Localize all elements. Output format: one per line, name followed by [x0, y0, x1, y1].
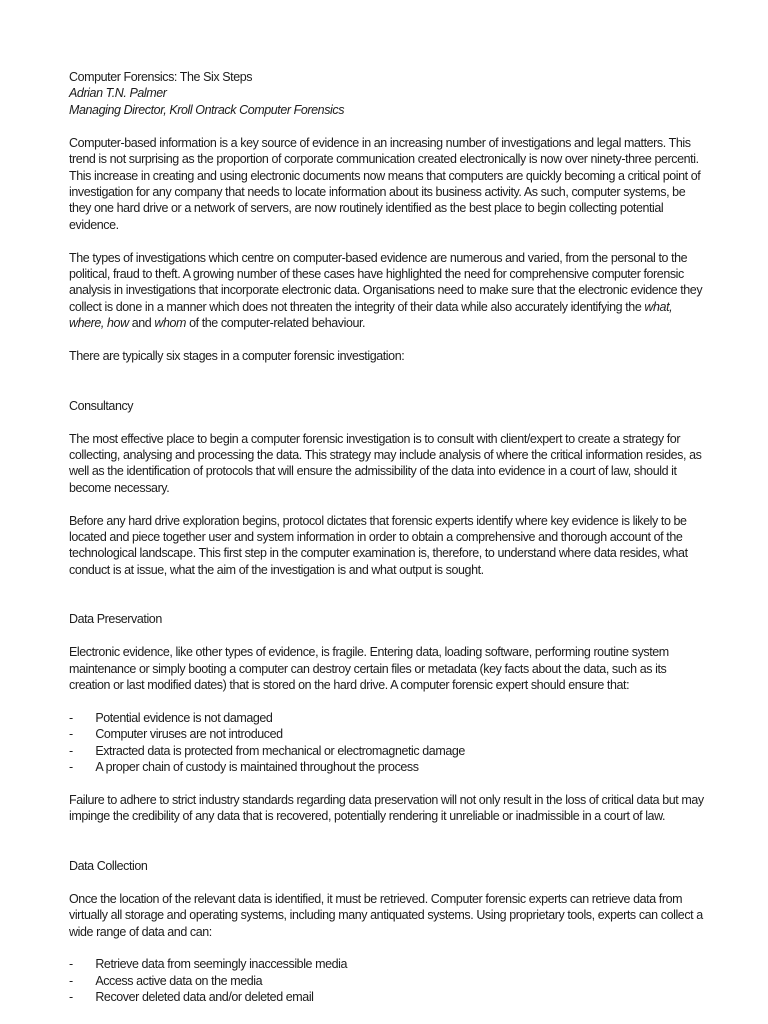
- preservation-after-paragraph: Failure to adhere to strict industry standards regarding data preservation will not only result in the loss of critical data but may impinge the credibility of any data that is recovered, potentially rendering it unreliable or inadmissible in a court of law.: [69, 792, 704, 824]
- list-item-text: Computer viruses are not introduced: [95, 726, 283, 742]
- list-item: [69, 710, 704, 726]
- list-item: [69, 989, 704, 1005]
- author-name: Adrian T.N. Palmer: [69, 85, 167, 101]
- list-item-text: Access active data on the media: [95, 972, 263, 988]
- bullet-dash: -: [69, 759, 73, 775]
- section-heading-data-preservation: Data Preservation: [69, 611, 162, 627]
- list-item: [69, 726, 704, 742]
- intro-paragraph-3: There are typically six stages in a computer forensic investigation:: [69, 348, 405, 364]
- document-header: [69, 69, 704, 118]
- collection-bullet-list: [69, 956, 704, 1005]
- bullet-dash: -: [69, 726, 73, 742]
- list-item-text: Retrieve data from seemingly inaccessible media: [95, 956, 348, 972]
- bullet-dash: -: [69, 972, 73, 988]
- section-heading-data-collection: Data Collection: [69, 857, 148, 873]
- list-item-text: A proper chain of custody is maintained throughout the process: [95, 759, 419, 775]
- list-item-text: Extracted data is protected from mechanical or electromagnetic damage: [95, 742, 465, 758]
- section-heading-consultancy: Consultancy: [69, 397, 134, 413]
- emphasis-and: and: [131, 315, 152, 331]
- list-item-text: Potential evidence is not damaged: [95, 709, 273, 725]
- intro-paragraph-2: [69, 250, 704, 332]
- author-role: Managing Director, Kroll Ontrack Computer Forensics: [69, 101, 345, 117]
- intro-paragraph-2-text: The types of investigations which centre on computer-based evidence are numerous and varied, from the personal to the political, fraud to theft. A growing number of these cases have highlighted the need for comprehensive computer forensic analysis in investigations that incorporate electronic data. Organisations need to make sure that the electronic evidence they collect is done in a manner which does not threaten the integrity of their data while also accurately identifying the: [69, 249, 703, 314]
- list-item: [69, 743, 704, 759]
- list-item-text: Recover deleted data and/or deleted email: [95, 989, 314, 1005]
- bullet-dash: -: [69, 956, 73, 972]
- emphasis-what-where-how: what, where, how: [69, 298, 673, 331]
- document-page: [69, 69, 704, 1006]
- bullet-dash: -: [69, 989, 73, 1005]
- collection-paragraph: Once the location of the relevant data is identified, it must be retrieved. Computer forensic experts can retrieve data from virtually all storage and operating systems, including many antiquated systems. Using proprietary tools, experts can collect a wide range of data and can:: [69, 890, 703, 939]
- bullet-dash: -: [69, 742, 73, 758]
- bullet-dash: -: [69, 709, 73, 725]
- intro-paragraph-2-tail: of the computer-related behaviour.: [189, 315, 366, 331]
- consultancy-paragraph-1: The most effective place to begin a computer forensic investigation is to consult with client/expert to create a strategy for collecting, analysing and processing the data. This strategy may include analysis of where the critical information resides, as well as the identification of protocols that will ensure the admissibility of the data into evidence in a court of law, should it become necessary.: [69, 430, 702, 495]
- consultancy-paragraph-2: Before any hard drive exploration begins, protocol dictates that forensic experts identify where key evidence is likely to be located and piece together user and system information in order to obtain a comprehensive and thorough account of the technological landscape. This first step in the computer examination is, therefore, to understand where data resides, what conduct is at issue, what the aim of the investigation is and what output is sought.: [69, 512, 688, 577]
- list-item: [69, 956, 704, 972]
- intro-paragraph-1: Computer-based information is a key source of evidence in an increasing number of investigations and legal matters. This trend is not surprising as the proportion of corporate communication created electronically is now over ninety-three percenti. This increase in creating and using electronic documents now means that computers are quickly becoming a critical point of investigation for any company that needs to locate information about its business activity. As such, computer systems, be they one hard drive or a network of servers, are now routinely identified as the best place to begin collecting potential evidence.: [69, 134, 701, 232]
- document-title: Computer Forensics: The Six Steps: [69, 69, 253, 84]
- list-item: [69, 759, 704, 775]
- list-item: [69, 973, 704, 989]
- preservation-bullet-list: [69, 710, 704, 776]
- preservation-paragraph: Electronic evidence, like other types of evidence, is fragile. Entering data, loading software, performing routine system maintenance or simply booting a computer can destroy certain files or metadata (key facts about the data, such as its creation or last modified dates) that is stored on the hard drive. A computer forensic expert should ensure that:: [69, 644, 669, 692]
- emphasis-whom: whom: [154, 315, 187, 331]
